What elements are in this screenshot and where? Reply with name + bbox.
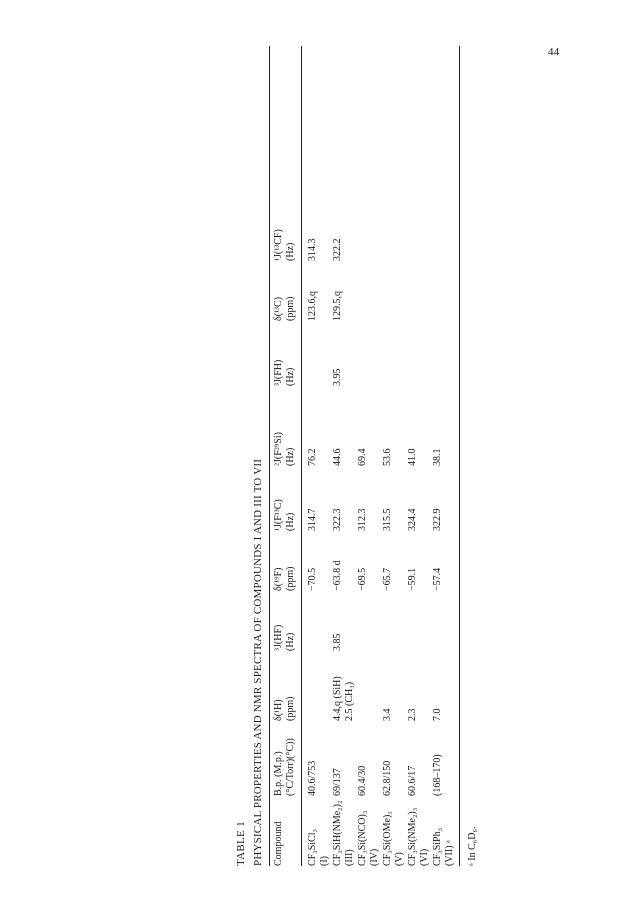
cell-delta-f: −63.8 d (332, 560, 343, 591)
header-delta-c: δ(¹³C) (ppm) (273, 296, 296, 321)
header-j1-fc: ¹J(F¹³C) (Hz) (273, 499, 296, 531)
cell-j1-fc: 314.7 (307, 508, 318, 531)
cell-delta-f: −69.5 (357, 567, 368, 591)
cell-boiling-point: 60.6/17 (407, 765, 418, 796)
cell-j2-fsi: 38.1 (432, 448, 443, 466)
cell-compound: CF₃SiPh₃ (VII) ᵃ (432, 827, 455, 866)
cell-delta-f: −70.5 (307, 567, 318, 591)
cell-delta-f: −59.1 (407, 567, 418, 591)
table-header-rule (301, 46, 302, 866)
cell-j1-cf: 314.3 (307, 238, 318, 261)
table-bottom-rule (459, 46, 460, 866)
cell-boiling-point: 69/137 (332, 768, 343, 796)
cell-compound: CF₃Si(NCO)₃ (IV) (357, 810, 380, 866)
cell-j2-fsi: 44.6 (332, 448, 343, 466)
cell-compound: CF₃Si(NMe₂)₃ (VI) (407, 807, 430, 866)
header-j3-hf: ³J(HF) (Hz) (273, 624, 296, 651)
cell-j1-fc: 312.3 (357, 508, 368, 531)
cell-delta-h: 7.0 (432, 708, 443, 721)
header-j3-fh: ³J(FH) (Hz) (273, 359, 296, 386)
header-j2-fsi: ²J(F²⁹Si) (Hz) (273, 432, 296, 466)
header-j1-cf: ¹J(¹³CF) (Hz) (273, 229, 296, 261)
cell-boiling-point: 62.8/150 (382, 760, 393, 796)
header-delta-f: δ(¹⁹F) (ppm) (273, 566, 296, 591)
table-block (55, 46, 478, 866)
table-top-rule (269, 46, 270, 866)
cell-compound: CF₃SiCl₃ (I) (307, 829, 330, 866)
cell-j1-fc: 315.5 (382, 508, 393, 531)
cell-j2-fsi: 76.2 (307, 448, 318, 466)
cell-delta-f: −57.4 (432, 567, 443, 591)
cell-boiling-point: 60.4/30 (357, 765, 368, 796)
cell-delta-c: 129.5,q (332, 291, 343, 321)
table-footnote: ᵃ In C₆D₆. (467, 826, 478, 866)
cell-delta-h: 3.4 (382, 708, 393, 721)
cell-delta-h: 4.4,q (SiH) 2.5 (CH₃) (332, 676, 355, 721)
cell-compound: CF₃SiH(NMe₂)₂ (III) (332, 800, 355, 866)
cell-j1-fc: 322.3 (332, 508, 343, 531)
header-boiling-point: B.p. (M.p.) (°C/Torr)(°C)) (273, 738, 296, 796)
cell-j3-fh: 3.95 (332, 368, 343, 386)
cell-j1-cf: 322.2 (332, 238, 343, 261)
cell-delta-c: 123.6,q (307, 291, 318, 321)
cell-boiling-point: 40.6/753 (307, 760, 318, 796)
table-label: TABLE 1 (235, 821, 247, 866)
cell-j1-fc: 324.4 (407, 508, 418, 531)
cell-j2-fsi: 69.4 (357, 448, 368, 466)
header-delta-h: δ(¹H) (ppm) (273, 696, 296, 721)
cell-delta-h: 2.3 (407, 708, 418, 721)
cell-delta-f: −65.7 (382, 567, 393, 591)
cell-j3-hf: 3.85 (332, 633, 343, 651)
page-number: 44 (548, 46, 560, 58)
cell-j2-fsi: 53.6 (382, 448, 393, 466)
cell-j1-fc: 322.9 (432, 508, 443, 531)
cell-boiling-point: (168–170) (432, 754, 443, 796)
cell-j2-fsi: 41.0 (407, 448, 418, 466)
cell-compound: CF₃Si(OMe)₃ (V) (382, 811, 405, 866)
header-compound: Compound (273, 821, 284, 866)
table-title: PHYSICAL PROPERTIES AND NMR SPECTRA OF COMPOUNDS I AND III TO VII (252, 458, 264, 866)
